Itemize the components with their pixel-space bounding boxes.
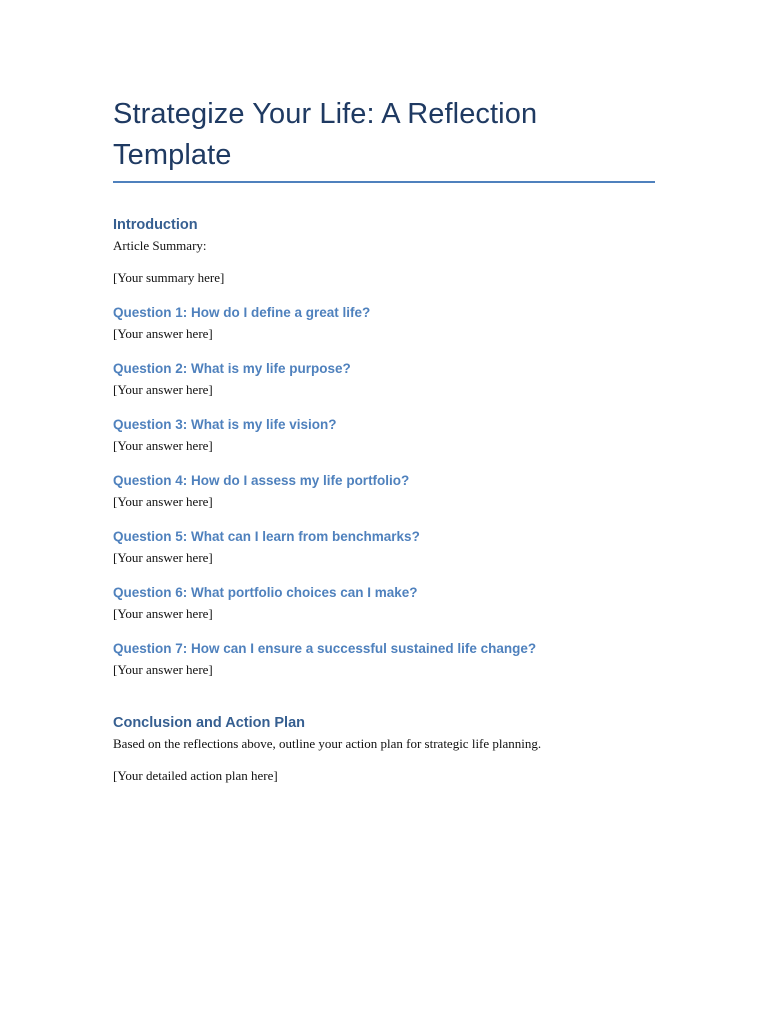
summary-placeholder: [Your summary here] [113,270,225,285]
question-6-answer: [Your answer here] [113,606,213,621]
introduction-section [113,215,655,287]
question-5-section [113,527,655,567]
question-7-section [113,639,655,679]
question-6-section [113,583,655,623]
question-5-answer: [Your answer here] [113,550,213,565]
conclusion-text: Based on the reflections above, outline your action plan for strategic life planning. [113,736,542,751]
introduction-heading: Introduction [113,217,198,233]
question-2-section [113,359,655,399]
question-2-answer: [Your answer here] [113,382,213,397]
title-line-1: Strategize Your Life: A Reflection [113,98,538,130]
question-3-answer: [Your answer here] [113,438,213,453]
conclusion-heading: Conclusion and Action Plan [113,715,305,731]
question-1-heading: Question 1: How do I define a great life? [113,305,371,320]
question-1-answer: [Your answer here] [113,326,213,341]
title-divider [113,181,655,183]
question-4-heading: Question 4: How do I assess my life portfolio? [113,473,410,488]
title-line-2: Template [113,139,232,171]
question-4-section [113,471,655,511]
article-summary-label: Article Summary: [113,238,207,253]
question-3-heading: Question 3: What is my life vision? [113,417,337,432]
question-7-answer: [Your answer here] [113,662,213,677]
question-2-heading: Question 2: What is my life purpose? [113,361,351,376]
conclusion-section [113,713,655,785]
question-3-section [113,415,655,455]
action-plan-placeholder: [Your detailed action plan here] [113,768,278,783]
document-body [113,94,655,785]
question-1-section [113,303,655,343]
question-7-heading: Question 7: How can I ensure a successful sustained life change? [113,641,537,656]
question-4-answer: [Your answer here] [113,494,213,509]
document-title [113,94,655,181]
question-5-heading: Question 5: What can I learn from benchmarks? [113,529,420,544]
question-6-heading: Question 6: What portfolio choices can I make? [113,585,418,600]
